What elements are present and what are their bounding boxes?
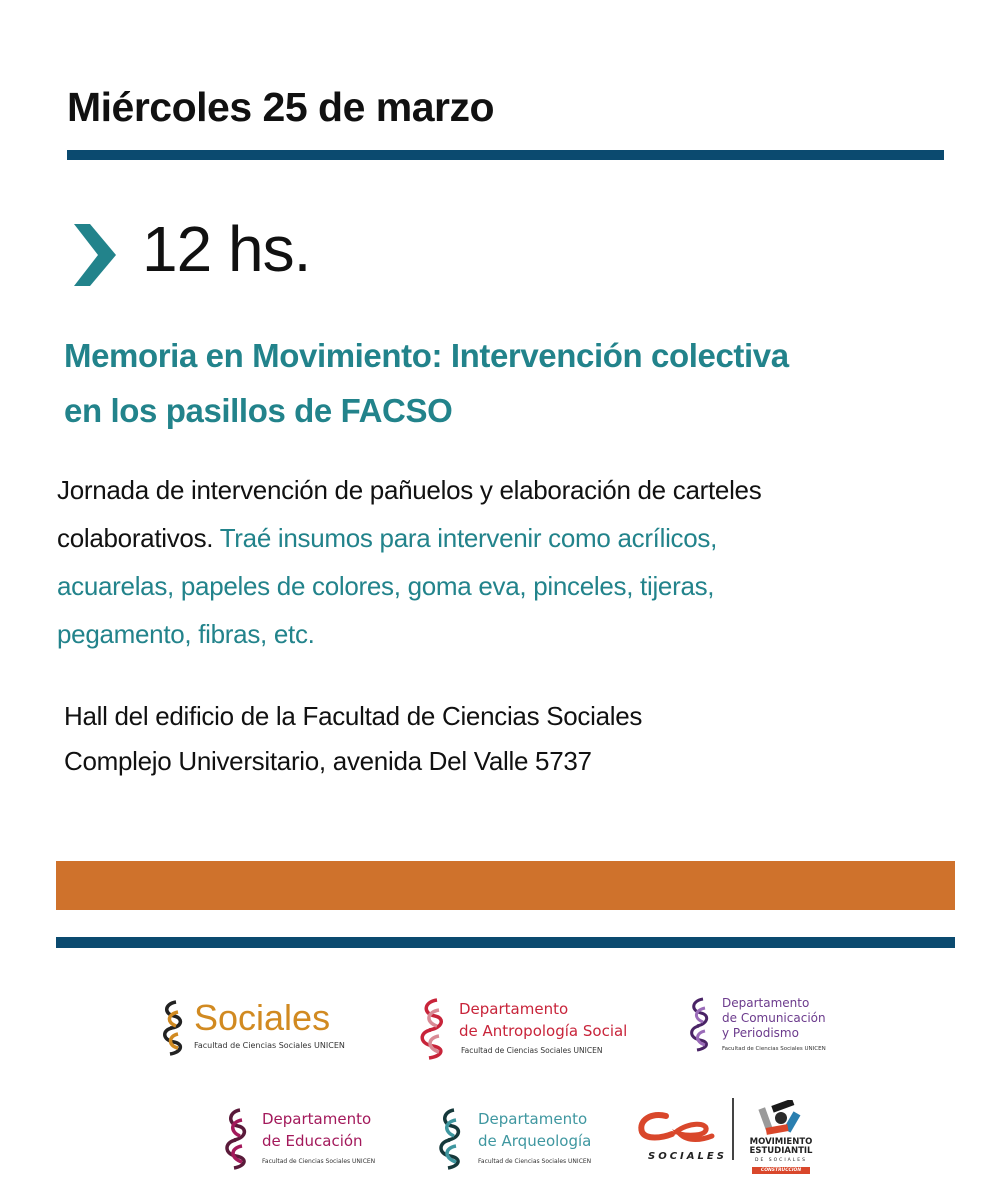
logo-educacion-line1: Departamento xyxy=(262,1110,372,1128)
navy-divider xyxy=(56,937,955,948)
logo-sociales-title: Sociales xyxy=(194,997,331,1038)
logo-antropologia-subtitle: Facultad de Ciencias Sociales UNICEN xyxy=(461,1046,603,1055)
description-line1: Jornada de intervención de pañuelos y elaboración de carteles xyxy=(57,475,762,505)
logo-sociales-subtitle: Facultad de Ciencias Sociales UNICEN xyxy=(194,1041,345,1050)
logo-mov-line2: ESTUDIANTIL xyxy=(749,1146,813,1156)
logo-comunicacion-line1: Departamento xyxy=(722,996,810,1010)
swirl-icon xyxy=(415,996,449,1060)
hands-icon xyxy=(758,1100,804,1136)
logo-mov-line1: MOVIMIENTO xyxy=(749,1137,813,1147)
event-venue xyxy=(64,694,642,784)
date-title: Miércoles 25 de marzo xyxy=(67,84,495,130)
logo-antropologia-line2: de Antropología Social xyxy=(459,1022,628,1040)
logo-sociales xyxy=(158,998,345,1056)
logo-comunicacion-line2: de Comunicación xyxy=(722,1011,826,1025)
logo-arqueologia-line1: Departamento xyxy=(478,1110,588,1128)
logo-comunicacion-subtitle: Facultad de Ciencias Sociales UNICEN xyxy=(722,1046,826,1052)
orange-band xyxy=(56,861,955,910)
swirl-icon xyxy=(158,998,188,1056)
logo-ce-sociales xyxy=(636,1110,727,1166)
description-line3: acuarelas, papeles de colores, goma eva, pinceles, tijeras, xyxy=(57,571,715,601)
logo-arqueologia-subtitle: Facultad de Ciencias Sociales UNICEN xyxy=(478,1158,592,1165)
logo-mov-badge: CONSTRUCCIÓN xyxy=(752,1167,810,1174)
logo-antropologia xyxy=(415,996,627,1060)
logo-comunicacion-line3: y Periodismo xyxy=(722,1026,799,1040)
event-title xyxy=(64,328,964,438)
logo-ce-label: SOCIALES xyxy=(648,1151,727,1162)
event-description xyxy=(57,466,957,658)
logo-mov-line3: DE SOCIALES xyxy=(755,1158,807,1163)
swirl-icon xyxy=(685,996,713,1052)
logo-educacion xyxy=(220,1106,375,1170)
venue-line1: Hall del edificio de la Facultad de Ciencias Sociales xyxy=(64,701,643,731)
event-title-line1: Memoria en Movimiento: Intervención colectiva xyxy=(64,337,789,374)
ce-icon xyxy=(636,1110,716,1146)
logo-movimiento-estudiantil xyxy=(744,1100,818,1176)
venue-line2: Complejo Universitario, avenida Del Valle 5737 xyxy=(64,746,592,776)
chevron-right-icon xyxy=(74,224,116,286)
description-line4: pegamento, fibras, etc. xyxy=(57,619,315,649)
logo-educacion-line2: de Educación xyxy=(262,1132,363,1150)
top-divider xyxy=(67,150,944,160)
event-time: 12 hs. xyxy=(142,213,311,285)
logo-antropologia-line1: Departamento xyxy=(459,1000,569,1018)
swirl-icon xyxy=(434,1106,466,1170)
logo-educacion-subtitle: Facultad de Ciencias Sociales UNICEN xyxy=(262,1158,376,1165)
logo-arqueologia-line2: de Arqueología xyxy=(478,1132,592,1150)
logo-arqueologia xyxy=(434,1106,591,1170)
description-line2 xyxy=(57,514,957,562)
description-plain: colaborativos. xyxy=(57,523,220,553)
logo-comunicacion xyxy=(685,996,826,1052)
description-highlight: Traé insumos para intervenir como acrílicos, xyxy=(219,523,718,553)
logo-divider xyxy=(732,1098,734,1160)
event-title-line2: en los pasillos de FACSO xyxy=(64,392,453,429)
swirl-icon xyxy=(220,1106,252,1170)
